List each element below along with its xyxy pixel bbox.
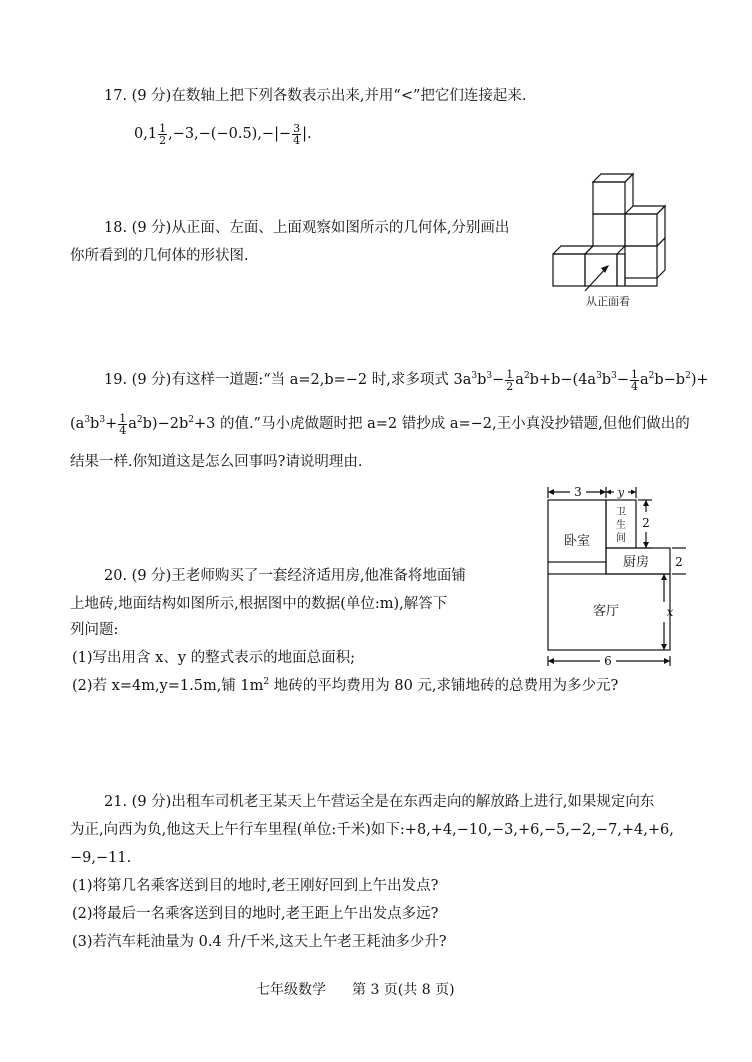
q21-sub-3: (3)若汽车耗油量为 0.4 升/千米,这天上午老王耗油多少升? xyxy=(72,934,447,950)
q18-fig-label: 从正面看 xyxy=(586,295,630,308)
q20-room-living: 客厅 xyxy=(592,604,620,619)
q20-sub2-c: 地砖的平均费用为 80 元,求铺地砖的总费用为多少元? xyxy=(269,678,619,694)
q17-frac2-num: 3 xyxy=(293,121,301,135)
q19-l1-k: 3 xyxy=(611,371,617,382)
q21-sub-1: (1)将第几名乘客送到目的地时,老王刚好回到上午出发点? xyxy=(72,878,439,894)
q20-room-bathroom-1: 卫 xyxy=(616,507,626,518)
q19-l2-i: 2 xyxy=(188,415,194,426)
q17-numbers xyxy=(134,120,312,148)
q19-l1-j: b xyxy=(601,372,612,388)
q17-frac2-den: 4 xyxy=(293,133,301,147)
q20-line-3: 列问题: xyxy=(70,622,119,638)
q17-numbers-c: |. xyxy=(302,126,312,142)
q19-f1-num: 1 xyxy=(506,367,514,381)
q19-fraction-2 xyxy=(630,369,639,392)
q20-dim-2-bath: 2 xyxy=(642,516,650,530)
q19-f1-den: 2 xyxy=(506,379,514,393)
q17-frac1-num: 1 xyxy=(159,121,167,135)
q21-line-3: −9,−11. xyxy=(70,850,132,866)
q19-line-1 xyxy=(104,366,709,394)
q19-l1-h: b+b−(4a xyxy=(529,372,597,388)
q20-room-bathroom-3: 间 xyxy=(616,533,626,544)
q19-fraction-1 xyxy=(505,369,514,392)
q19-l1-e: − xyxy=(492,372,505,388)
q19-l2-g: 2 xyxy=(136,415,143,426)
page-footer xyxy=(256,980,455,1000)
q19-f3-den: 4 xyxy=(119,423,127,437)
q17-fraction-1 xyxy=(158,123,167,146)
q20-sub-1: (1)写出用含 x、y 的整式表示的地面总面积; xyxy=(72,650,356,666)
q19-l1-g: 2 xyxy=(523,371,530,382)
q20-room-bathroom-2: 生 xyxy=(616,520,626,531)
q18-line-2: 你所看到的几何体的形状图. xyxy=(70,248,249,264)
q19-l1-c: b xyxy=(477,372,487,388)
q19-line-3: 结果一样.你知道这是怎么回事吗?请说明理由. xyxy=(70,454,363,470)
q21-line-2: 为正,向西为负,他这天上午行车里程(单位:千米)如下:+8,+4,−10,−3,+6,−5,−2,−7,+4,+6, xyxy=(70,822,674,838)
q17-stem: 17. (9 分)在数轴上把下列各数表示出来,并用“<”把它们连接起来. xyxy=(104,88,527,104)
q19-l2-j: +3 的值.”马小虎做题时把 a=2 错抄成 a=−2,王小真没抄错题,但他们做出的 xyxy=(193,416,690,432)
q19-f2-num: 1 xyxy=(630,367,638,381)
q19-l1-m: a xyxy=(639,372,649,388)
q19-l2-b: 3 xyxy=(84,415,91,426)
q17-numbers-b: ,−3,−(−0.5),−|− xyxy=(168,126,292,142)
q21-sub-2: (2)将最后一名乘客送到目的地时,老王距上午出发点多远? xyxy=(72,906,439,922)
q20-room-bedroom: 卧室 xyxy=(563,534,591,549)
q20-dim-y: y xyxy=(617,486,625,499)
footer-page-number: 第 3 页(共 8 页) xyxy=(352,982,455,998)
q20-sub2-a: (2)若 x=4m,y=1.5m,铺 1m xyxy=(72,678,264,694)
q18-line-1: 18. (9 分)从正面、左面、上面观察如图所示的几何体,分别画出 xyxy=(104,220,510,236)
q19-l1-l: − xyxy=(616,372,629,388)
q19-fraction-3 xyxy=(118,413,127,436)
q19-l1-p: 2 xyxy=(685,371,691,382)
q21-line-1: 21. (9 分)出租车司机老王某天上午营运全是在东西走向的解放路上进行,如果规定向东 xyxy=(104,794,655,810)
footer-subject: 七年级数学 xyxy=(256,982,326,998)
q19-line-2 xyxy=(70,410,690,438)
q19-l2-h: b)−2b xyxy=(142,416,189,432)
q19-l1-n: 2 xyxy=(648,371,655,382)
q20-dim-6: 6 xyxy=(604,654,612,668)
q20-dim-2-kitchen: 2 xyxy=(675,555,683,569)
q19-f3-num: 1 xyxy=(119,411,127,425)
q20-dim-x: x xyxy=(666,605,674,619)
q20-sub2-b: 2 xyxy=(263,677,270,688)
q17-fraction-2 xyxy=(292,123,301,146)
q18-cube-figure xyxy=(545,170,675,310)
q20-line-2: 上地砖,地面结构如图所示,根据图中的数据(单位:m),解答下 xyxy=(70,596,448,612)
q19-l2-f: a xyxy=(128,416,137,432)
q20-dim-3: 3 xyxy=(574,485,582,499)
q19-l1-b: 3 xyxy=(471,371,478,382)
q20-floor-plan xyxy=(540,484,700,670)
q19-l2-e: + xyxy=(105,416,118,432)
q20-room-kitchen: 厨房 xyxy=(622,555,650,570)
q19-l2-c: b xyxy=(90,416,100,432)
q19-l1-f: a xyxy=(515,372,524,388)
q19-l2-d: 3 xyxy=(99,415,106,426)
q19-l1-d: 3 xyxy=(486,371,493,382)
q19-l1-o: b−b xyxy=(654,372,686,388)
q19-f2-den: 4 xyxy=(630,379,638,393)
q19-l1-i: 3 xyxy=(596,371,602,382)
q19-l1-a: 19. (9 分)有这样一道题:“当 a=2,b=−2 时,求多项式 3a xyxy=(104,372,472,388)
q20-sub-2 xyxy=(72,676,618,696)
q17-numbers-a: 0,1 xyxy=(134,126,158,142)
q19-l2-a: (a xyxy=(70,416,85,432)
q20-line-1: 20. (9 分)王老师购买了一套经济适用房,他准备将地面铺 xyxy=(104,568,466,584)
q17-frac1-den: 2 xyxy=(159,133,167,147)
q19-l1-q: )+ xyxy=(690,372,709,388)
